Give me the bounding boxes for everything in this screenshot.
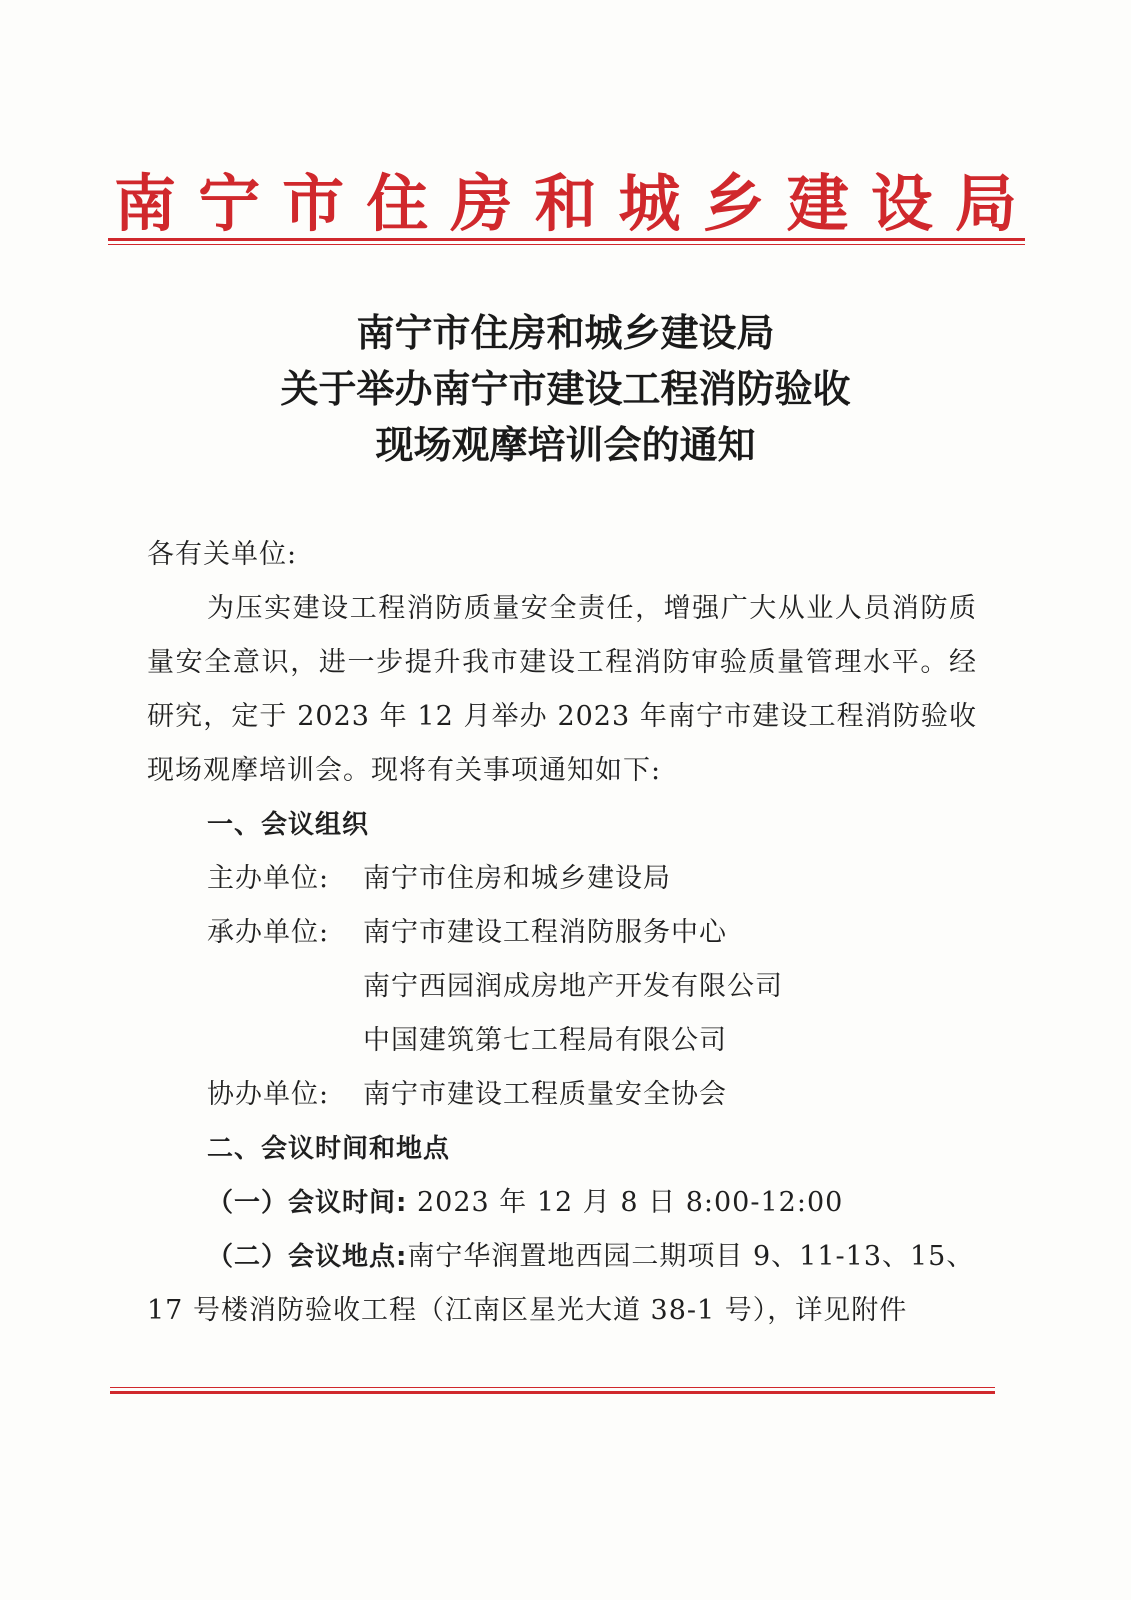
organizer-row — [147, 906, 977, 960]
masthead-char: 和 — [534, 166, 597, 240]
masthead-char: 房 — [450, 166, 513, 240]
masthead-char: 城 — [618, 166, 681, 240]
organizer-value-2: 南宁西园润成房地产开发有限公司 — [363, 971, 783, 1002]
masthead-char: 建 — [786, 166, 849, 240]
meeting-time-label: （一）会议时间: — [207, 1188, 408, 1218]
title-line-2: 关于举办南宁市建设工程消防验收 — [280, 366, 851, 411]
section-heading-time-place: 二、会议时间和地点 — [207, 1134, 451, 1164]
masthead — [110, 158, 1021, 238]
title-line-3: 现场观摩培训会的通知 — [375, 422, 756, 467]
masthead-char: 住 — [366, 166, 429, 240]
masthead-char: 宁 — [198, 166, 261, 240]
organizer-value-3: 中国建筑第七工程局有限公司 — [363, 1025, 727, 1056]
masthead-divider — [108, 238, 1025, 245]
co-organizer-row — [147, 1068, 977, 1122]
document-title — [0, 305, 1131, 473]
masthead-char: 乡 — [702, 166, 765, 240]
masthead-char: 市 — [282, 166, 345, 240]
footer-divider — [110, 1387, 995, 1394]
salutation: 各有关单位: — [147, 539, 298, 570]
document-body — [147, 528, 977, 1338]
meeting-place-label: （二）会议地点: — [207, 1242, 408, 1272]
host-value: 南宁市住房和城乡建设局 — [363, 863, 671, 894]
masthead-char: 设 — [870, 166, 933, 240]
co-organizer-label: 协办单位: — [207, 1079, 330, 1110]
meeting-time-value: 2023 年 12 月 8 日 8:00-12:00 — [407, 1187, 844, 1218]
meeting-place-value: 南宁华润置地西园二期项目 9、11-13、15、17 号楼消防验收工程（江南区星光大道 38-1 号），详见附件 — [147, 1241, 975, 1326]
organizer-label: 承办单位: — [207, 917, 330, 948]
host-label: 主办单位: — [207, 863, 330, 894]
masthead-char: 南 — [113, 166, 176, 240]
section-heading-organization: 一、会议组织 — [207, 810, 370, 840]
meeting-place — [147, 1230, 977, 1338]
masthead-char: 局 — [954, 166, 1017, 240]
intro-paragraph: 为压实建设工程消防质量安全责任，增强广大从业人员消防质量安全意识，进一步提升我市建设工程消防审验质量管理水平。经研究，定于 2023 年 12 月举办 2023 年南宁市建设工程消防验收现场观摩培训会。现将有关事项通知如下: — [147, 593, 977, 786]
meeting-time — [147, 1176, 977, 1230]
organizer-value-1: 南宁市建设工程消防服务中心 — [363, 917, 727, 948]
host-row — [147, 852, 977, 906]
title-line-1: 南宁市住房和城乡建设局 — [356, 310, 775, 355]
co-organizer-value: 南宁市建设工程质量安全协会 — [363, 1079, 727, 1110]
